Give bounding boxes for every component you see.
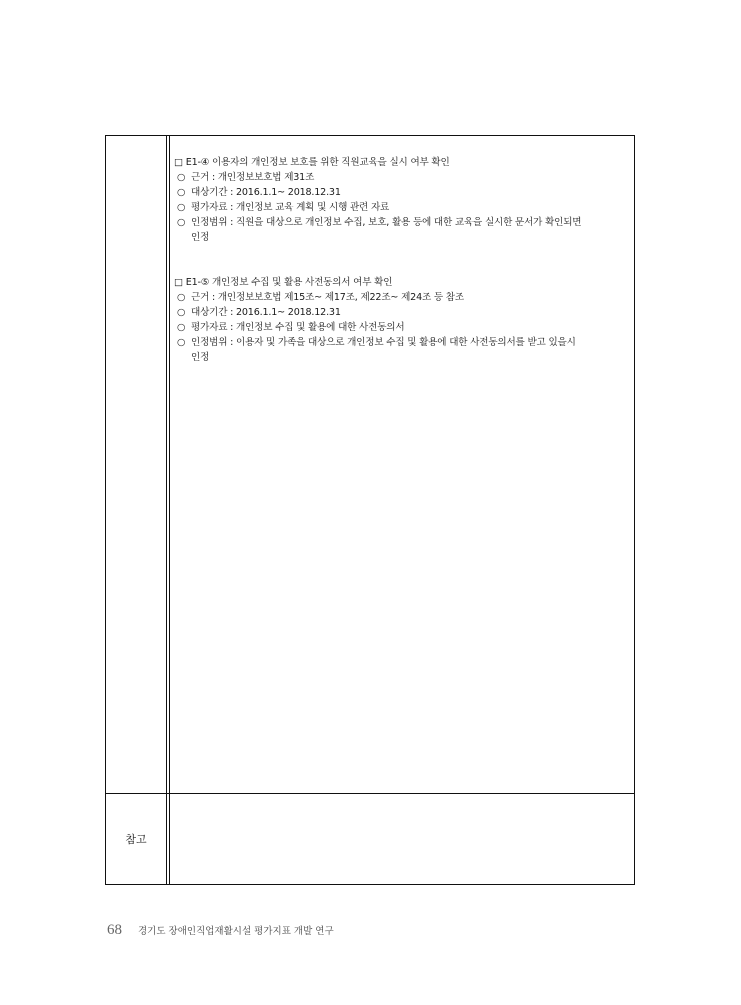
circle-bullet-icon: ○ — [177, 187, 186, 198]
evaluation-table — [105, 135, 635, 885]
section-title: □ E1-④ 이용자의 개인정보 보호를 위한 직원교육을 실시 여부 확인 — [174, 157, 450, 168]
row-divider — [106, 793, 634, 794]
section-e1-4 — [174, 155, 626, 245]
document-title: 경기도 장애인직업재활시설 평가지표 개발 연구 — [138, 926, 334, 937]
item-text: 근거 : 개인정보보호법 제31조 — [191, 172, 315, 183]
circle-bullet-icon: ○ — [177, 202, 186, 213]
column-divider — [166, 136, 167, 884]
circle-bullet-icon: ○ — [177, 307, 186, 318]
list-item — [174, 305, 626, 320]
section-e1-5 — [174, 275, 626, 365]
circle-bullet-icon: ○ — [177, 322, 186, 333]
item-text: 인정범위 : 직원을 대상으로 개인정보 수집, 보호, 활용 등에 대한 교육을 실시한 문서가 확인되면 — [191, 217, 582, 228]
item-text: 대상기간 : 2016.1.1~ 2018.12.31 — [191, 187, 341, 198]
section-title: □ E1-⑤ 개인정보 수집 및 활용 사전동의서 여부 확인 — [174, 277, 393, 288]
list-item — [174, 290, 626, 305]
page-footer — [107, 922, 334, 939]
list-item — [174, 335, 626, 350]
criteria-content — [174, 155, 626, 391]
item-text: 근거 : 개인정보보호법 제15조~ 제17조, 제22조~ 제24조 등 참조 — [191, 292, 464, 303]
column-divider-inner — [169, 136, 170, 884]
item-text: 대상기간 : 2016.1.1~ 2018.12.31 — [191, 307, 341, 318]
circle-bullet-icon: ○ — [177, 292, 186, 303]
item-continuation: 인정 — [191, 232, 210, 243]
item-text: 평가자료 : 개인정보 교육 계획 및 시행 관련 자료 — [191, 202, 390, 213]
list-item — [174, 320, 626, 335]
item-text: 인정범위 : 이용자 및 가족을 대상으로 개인정보 수집 및 활용에 대한 사전동의서를 받고 있을시 — [191, 337, 576, 348]
page-number: 68 — [107, 922, 122, 938]
circle-bullet-icon: ○ — [177, 172, 186, 183]
list-item — [174, 185, 626, 200]
list-item — [174, 170, 626, 185]
item-continuation: 인정 — [191, 352, 210, 363]
item-text: 평가자료 : 개인정보 수집 및 활용에 대한 사전동의서 — [191, 322, 405, 333]
list-item — [174, 200, 626, 215]
reference-label: 참고 — [125, 833, 147, 846]
list-item — [174, 215, 626, 230]
circle-bullet-icon: ○ — [177, 337, 186, 348]
circle-bullet-icon: ○ — [177, 217, 186, 228]
